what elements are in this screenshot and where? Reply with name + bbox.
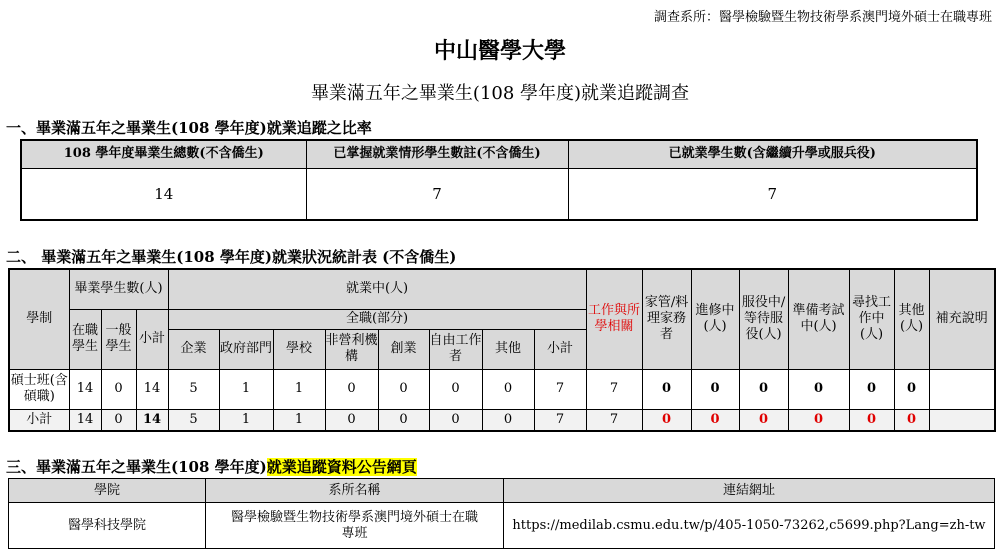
cell-value [929,409,995,431]
dept-name: 醫學檢驗暨生物技術學系澳門境外碩士在職專班 [206,503,504,549]
cell-value: 7 [534,409,586,431]
header-study: 進修中(人) [691,269,739,369]
header-exam: 準備考試中(人) [788,269,849,369]
header-other2: 其他(人) [894,269,929,369]
cell-value: 5 [168,409,219,431]
cell-value: 0 [739,369,788,409]
header-onjob: 在職學生 [69,309,101,369]
header-general: 一般學生 [101,309,136,369]
row-label: 小計 [9,409,69,431]
cell-value: 0 [378,369,429,409]
header-related: 工作與所學相關 [586,269,642,369]
employment-stats-table [8,268,996,432]
cell-value: 0 [482,409,534,431]
announcement-table [8,478,995,549]
header-tracked: 已掌握就業情形學生數註(不含僑生) [306,140,568,168]
cell-value: 0 [101,409,136,431]
cell-value: 0 [325,369,378,409]
header-military: 服役中/等待服役(人) [739,269,788,369]
cell-value: 0 [642,369,691,409]
cell-value: 7 [534,369,586,409]
table-row [9,369,995,409]
cell-value: 7 [586,409,642,431]
header-dept: 系所名稱 [206,479,504,503]
cell-value: 0 [788,369,849,409]
header-school: 學校 [273,329,325,369]
header-freelance: 自由工作者 [429,329,482,369]
cell-value: 14 [136,409,168,431]
row-label: 碩士班(含碩職) [9,369,69,409]
cell-value: 0 [691,409,739,431]
header-fulltime: 全職(部分) [168,309,586,329]
cell-value: 0 [642,409,691,431]
cell-value [929,369,995,409]
table-row [9,409,995,431]
header-nonprofit: 非營利機構 [325,329,378,369]
cell-value: 0 [849,369,894,409]
header-startup: 創業 [378,329,429,369]
cell-value: 1 [219,369,273,409]
section1-title: 一、畢業滿五年之畢業生(108 學年度)就業追蹤之比率 [6,119,372,137]
header-url: 連結網址 [504,479,995,503]
value-total: 14 [21,168,306,220]
cell-value: 14 [69,409,101,431]
cell-value: 0 [378,409,429,431]
cell-value: 0 [894,409,929,431]
cell-value: 7 [586,369,642,409]
cell-value: 1 [219,409,273,431]
survey-subtitle: 畢業滿五年之畢業生(108 學年度)就業追蹤調查 [310,83,690,104]
cell-value: 1 [273,369,325,409]
cell-value: 0 [482,369,534,409]
college-name: 醫學科技學院 [9,503,206,549]
header-employed: 就業中(人) [168,269,586,309]
header-notes: 補充說明 [929,269,995,369]
cell-value: 0 [101,369,136,409]
header-other: 其他 [482,329,534,369]
cell-value: 5 [168,369,219,409]
header-homemaker: 家管/料理家務者 [642,269,691,369]
section3-title-highlight: 就業追蹤資料公告網頁 [266,458,417,476]
value-employed: 7 [568,168,977,220]
header-grad-count: 畢業學生數(人) [69,269,168,309]
header-employed: 已就業學生數(含繼續升學或服兵役) [568,140,977,168]
cell-value: 0 [691,369,739,409]
value-tracked: 7 [306,168,568,220]
header-enterprise: 企業 [168,329,219,369]
header-subtotal: 小計 [136,309,168,369]
cell-value: 0 [894,369,929,409]
header-total: 108 學年度畢業生總數(不含僑生) [21,140,306,168]
cell-value: 14 [69,369,101,409]
tracking-ratio-table [20,139,978,221]
announcement-link[interactable]: https://medilab.csmu.edu.tw/p/405-1050-73262,c5699.php?Lang=zh-tw [504,503,995,549]
cell-value: 0 [429,409,482,431]
university-title: 中山醫學大學 [433,38,566,64]
cell-value: 0 [325,409,378,431]
department-note: 調查系所：醫學檢驗暨生物技術學系澳門境外碩士在職專班 [653,10,992,25]
cell-value: 14 [136,369,168,409]
cell-value: 0 [849,409,894,431]
cell-value: 1 [273,409,325,431]
cell-value: 0 [739,409,788,431]
header-sub2: 小計 [534,329,586,369]
cell-value: 0 [788,409,849,431]
section3-title [6,456,417,477]
header-seeking: 尋找工作中(人) [849,269,894,369]
section2-title: 二、 畢業滿五年之畢業生(108 學年度)就業狀況統計表 (不含僑生) [6,248,457,266]
header-system: 學制 [9,269,69,369]
header-gov: 政府部門 [219,329,273,369]
cell-value: 0 [429,369,482,409]
header-college: 學院 [9,479,206,503]
section3-title-prefix: 三、畢業滿五年之畢業生(108 學年度) [6,458,267,476]
